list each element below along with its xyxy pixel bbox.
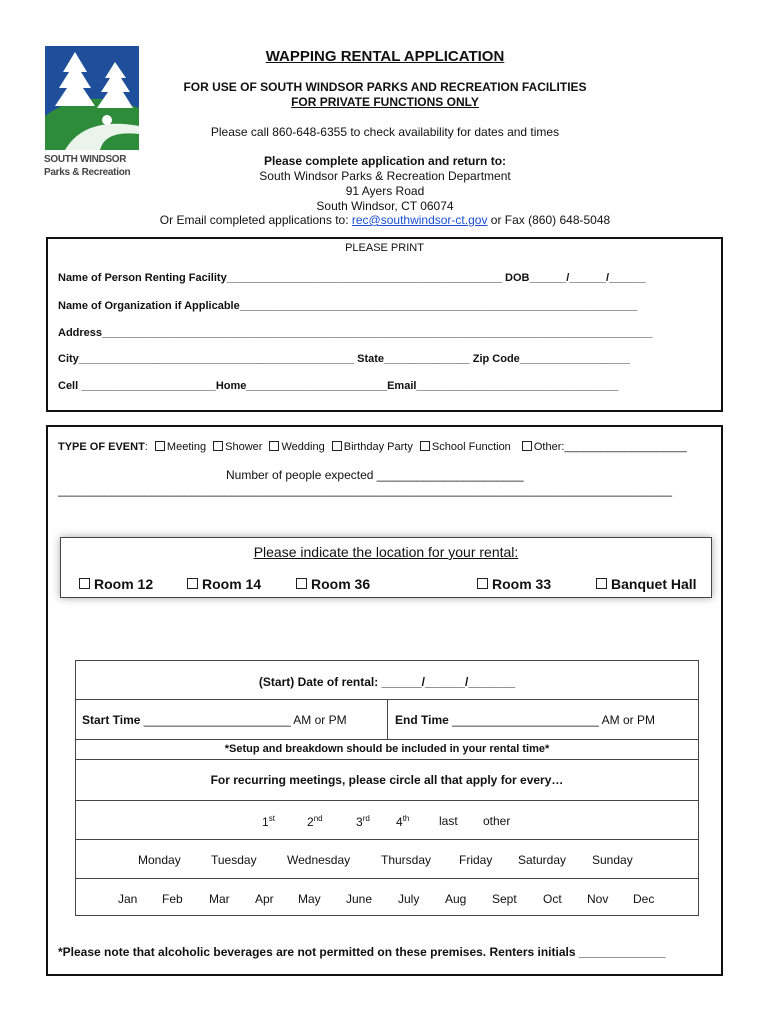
month-option[interactable]: June: [346, 892, 373, 906]
month-option[interactable]: Aug: [445, 892, 467, 906]
checkbox-icon[interactable]: [332, 441, 342, 451]
row-divider: [76, 739, 698, 740]
event-type-colon: :: [144, 441, 148, 453]
month-option[interactable]: July: [398, 892, 420, 906]
logo-line1: SOUTH WINDSOR: [44, 154, 127, 165]
month-option[interactable]: Sept: [492, 892, 517, 906]
room-option[interactable]: Room 36: [296, 576, 370, 592]
day-option[interactable]: Thursday: [381, 853, 432, 867]
event-option[interactable]: School Function: [420, 441, 511, 453]
month-option[interactable]: Dec: [633, 892, 655, 906]
row-divider: [76, 759, 698, 760]
end-time-field[interactable]: End Time ______________________ AM or PM: [395, 713, 655, 727]
event-option[interactable]: Shower: [213, 441, 262, 453]
event-option[interactable]: Meeting: [155, 441, 206, 453]
ordinal-option[interactable]: 1st: [262, 814, 275, 829]
start-time-field[interactable]: Start Time ______________________ AM or PM: [82, 713, 347, 727]
room-option[interactable]: Banquet Hall: [596, 576, 697, 592]
name-field[interactable]: Name of Person Renting Facility_____________________________________________ DOB______/______/______: [58, 272, 646, 284]
address-line-2: 91 Ayers Road: [345, 184, 425, 198]
checkbox-icon[interactable]: [79, 578, 90, 589]
day-option[interactable]: Tuesday: [211, 853, 257, 867]
day-option[interactable]: Sunday: [592, 853, 633, 867]
checkbox-icon[interactable]: [477, 578, 488, 589]
row-divider: [76, 800, 698, 801]
address-line-1: South Windsor Parks & Recreation Department: [259, 169, 511, 183]
organization-field[interactable]: Name of Organization if Applicable_________________________________________________________________: [58, 300, 638, 312]
address-line-3: South Windsor, CT 06074: [316, 199, 454, 213]
email-line: [60, 213, 710, 227]
event-type-row: [58, 441, 687, 453]
row-divider: [76, 878, 698, 879]
please-print: PLEASE PRINT: [345, 242, 424, 254]
day-option[interactable]: Wednesday: [287, 853, 351, 867]
month-option[interactable]: May: [298, 892, 321, 906]
alcohol-note[interactable]: *Please note that alcoholic beverages are not permitted on these premises. Renters initials _____________: [58, 945, 666, 959]
page-title: WAPPING RENTAL APPLICATION: [265, 48, 505, 65]
ordinal-option[interactable]: 2nd: [307, 814, 323, 829]
month-option[interactable]: Oct: [543, 892, 562, 906]
checkbox-icon[interactable]: [187, 578, 198, 589]
row-divider: [76, 839, 698, 840]
event-option[interactable]: Other:____________________: [522, 441, 687, 453]
month-option[interactable]: Feb: [162, 892, 183, 906]
ordinal-option[interactable]: last: [439, 814, 458, 828]
people-expected-field[interactable]: Number of people expected ______________________: [226, 468, 524, 482]
month-option[interactable]: Mar: [209, 892, 230, 906]
checkbox-icon[interactable]: [522, 441, 532, 451]
day-option[interactable]: Friday: [459, 853, 493, 867]
month-option[interactable]: Nov: [587, 892, 609, 906]
month-option[interactable]: Apr: [255, 892, 274, 906]
day-option[interactable]: Saturday: [518, 853, 567, 867]
call-text: Please call 860-648-6355 to check availability for dates and times: [210, 125, 560, 139]
email-link[interactable]: rec@southwindsor-ct.gov: [351, 213, 488, 227]
location-box: [60, 537, 712, 598]
room-option[interactable]: Room 14: [187, 576, 261, 592]
subtitle-1: FOR USE OF SOUTH WINDSOR PARKS AND RECREATION FACILITIES: [183, 80, 587, 94]
room-option[interactable]: Room 12: [79, 576, 153, 592]
parks-logo-icon: [45, 46, 139, 150]
day-option[interactable]: Monday: [138, 853, 181, 867]
setup-note: *Setup and breakdown should be included in your rental time*: [224, 743, 550, 755]
checkbox-icon[interactable]: [420, 441, 430, 451]
checkbox-icon[interactable]: [155, 441, 165, 451]
ordinal-option[interactable]: other: [483, 814, 511, 828]
checkbox-icon[interactable]: [269, 441, 279, 451]
checkbox-icon[interactable]: [296, 578, 307, 589]
logo: [44, 46, 140, 181]
event-option[interactable]: Birthday Party: [332, 441, 413, 453]
time-divider: [387, 699, 388, 739]
event-rule: ____________________________________________________________________________________________: [58, 483, 672, 497]
address-field[interactable]: Address__________________________________________________________________________________________: [58, 327, 653, 339]
subtitle-2: FOR PRIVATE FUNCTIONS ONLY: [291, 95, 479, 109]
start-date-field[interactable]: (Start) Date of rental: ______/______/_______: [258, 675, 516, 689]
email-prefix: Or Email completed applications to:: [159, 213, 352, 227]
recurring-prompt: For recurring meetings, please circle all that apply for every…: [210, 773, 564, 787]
ordinal-option[interactable]: 3rd: [356, 814, 370, 829]
ordinal-option[interactable]: 4th: [396, 814, 410, 829]
event-box: [46, 425, 723, 976]
event-option[interactable]: Wedding: [269, 441, 324, 453]
event-type-label: TYPE OF EVENT: [58, 441, 145, 453]
checkbox-icon[interactable]: [596, 578, 607, 589]
location-prompt: Please indicate the location for your rental:: [253, 544, 519, 560]
email-suffix: or Fax (860) 648-5048: [487, 213, 611, 227]
return-label: Please complete application and return to:: [263, 154, 507, 168]
checkbox-icon[interactable]: [213, 441, 223, 451]
contact-field[interactable]: Cell ______________________Home_______________________Email_________________________________: [58, 380, 619, 392]
logo-line2: Parks & Recreation: [44, 167, 131, 178]
renter-info-box: [46, 237, 723, 412]
schedule-table: [75, 660, 699, 916]
city-state-zip-field[interactable]: City_____________________________________________ State______________ Zip Code__________________: [58, 353, 630, 365]
room-option[interactable]: Room 33: [477, 576, 551, 592]
month-option[interactable]: Jan: [118, 892, 138, 906]
